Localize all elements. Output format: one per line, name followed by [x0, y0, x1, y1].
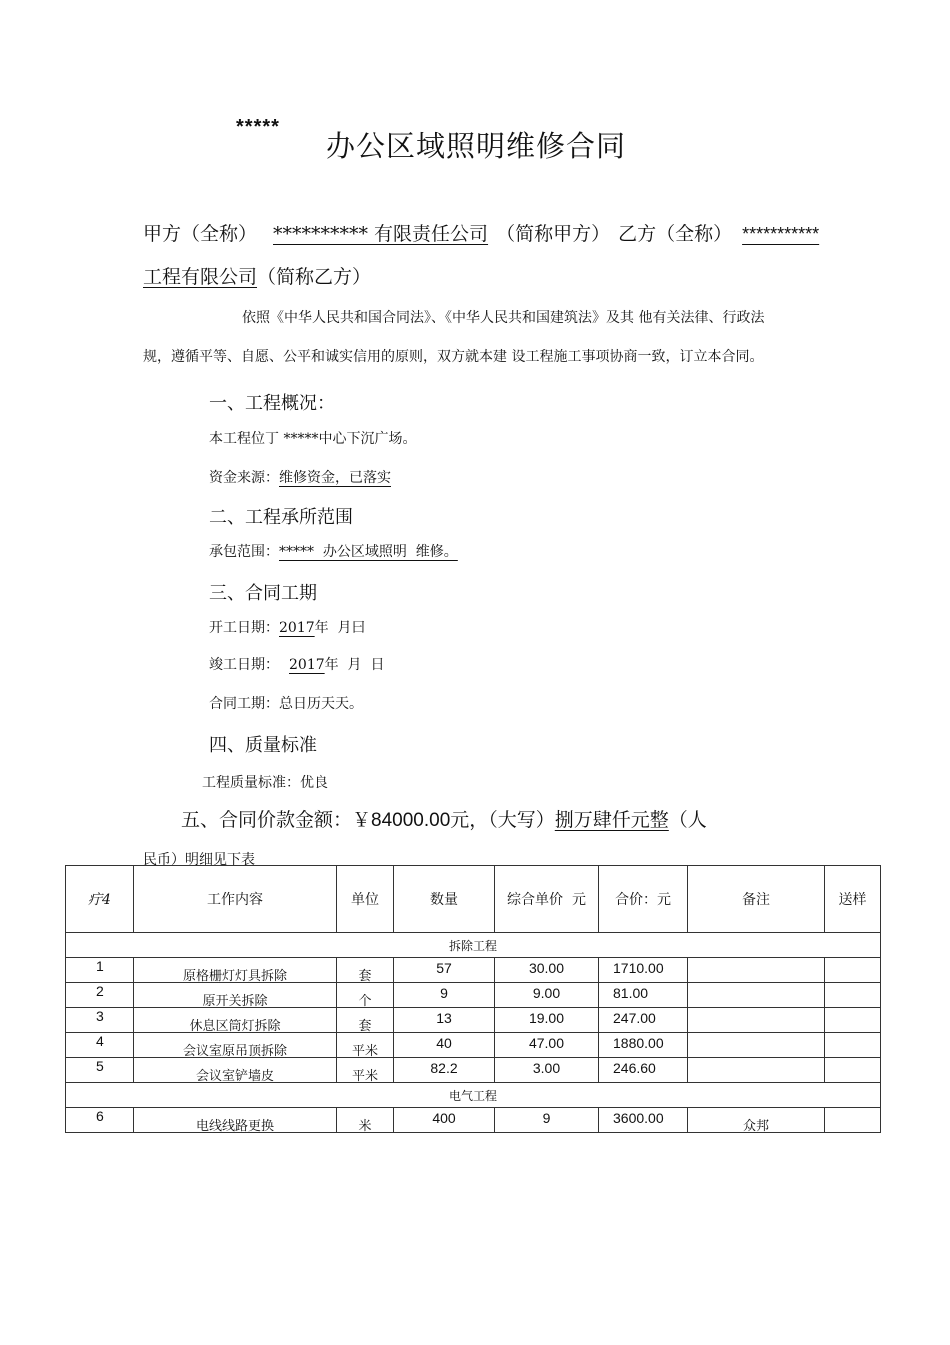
cell-note: 众邦 — [688, 1108, 825, 1133]
cell-no: 4 — [66, 1033, 134, 1058]
project-location: 本工程位丁 *****中心下沉广场。 — [209, 431, 417, 447]
cell-unit-price: 9.00 — [495, 983, 599, 1008]
contract-price-label: 五、合同价款金额： — [181, 809, 353, 831]
header-quantity: 数量 — [394, 866, 495, 933]
cell-sample — [825, 983, 881, 1008]
cell-quantity: 400 — [394, 1108, 495, 1133]
start-date-year: 2017 — [279, 620, 315, 636]
cell-content: 原开关拆除 — [134, 983, 337, 1008]
header-total: 合价：元 — [599, 866, 688, 933]
cell-unit: 个 — [337, 983, 394, 1008]
contract-price-words: 捌万肆仟元整 — [554, 809, 669, 831]
title-stars: ***** — [236, 116, 280, 138]
cell-content: 原格栅灯灯具拆除 — [134, 958, 337, 983]
cell-note — [688, 1058, 825, 1083]
party-a-label: 甲方（全称） — [143, 223, 258, 245]
cell-total: 3600.00 — [599, 1108, 688, 1133]
table-row — [66, 1108, 881, 1133]
contract-scope-value: ***** 办公区域照明 维修。 — [279, 544, 458, 560]
page-title: 办公区域照明维修合同 — [326, 129, 627, 163]
table-row — [66, 1008, 881, 1033]
cell-note — [688, 1033, 825, 1058]
header-content: 工作内容 — [134, 866, 337, 933]
cell-unit-price: 19.00 — [495, 1008, 599, 1033]
party-b-label: 乙方（全称） — [618, 223, 733, 245]
contract-scope — [209, 541, 458, 561]
cell-quantity: 40 — [394, 1033, 495, 1058]
cell-no: 3 — [66, 1008, 134, 1033]
cell-no: 2 — [66, 983, 134, 1008]
cell-note — [688, 958, 825, 983]
cell-no: 6 — [66, 1108, 134, 1133]
header-note: 备注 — [688, 866, 825, 933]
table-row — [66, 1058, 881, 1083]
fund-source — [209, 467, 391, 487]
party-a-short: （简称甲方） — [496, 223, 611, 245]
cell-unit: 套 — [337, 958, 394, 983]
table-section-row — [66, 933, 881, 958]
end-date — [209, 654, 384, 674]
cell-content: 休息区筒灯拆除 — [134, 1008, 337, 1033]
section-2-heading: 二、工程承所范围 — [209, 507, 353, 528]
contract-price-amount: ￥84000.00 — [352, 810, 451, 831]
cell-unit-price: 9 — [495, 1108, 599, 1133]
cell-quantity: 9 — [394, 983, 495, 1008]
section-5-line-2: 民币）明细见下表 — [143, 852, 255, 868]
cell-quantity: 13 — [394, 1008, 495, 1033]
contract-period: 合同工期：总日历天天。 — [209, 696, 363, 712]
fund-source-label: 资金来源： — [209, 470, 279, 486]
cell-sample — [825, 958, 881, 983]
cell-total: 246.60 — [599, 1058, 688, 1083]
header-no: 疔4 — [66, 866, 134, 933]
items-table — [65, 865, 881, 1133]
section-5-heading — [181, 805, 707, 832]
section-title-demolition: 拆除工程 — [66, 933, 881, 958]
cell-content: 电线线路更换 — [134, 1108, 337, 1133]
party-b-name-part2: 工程有限公司 — [143, 266, 258, 288]
cell-unit: 套 — [337, 1008, 394, 1033]
fund-source-value: 维修资金，已落实 — [279, 470, 391, 486]
section-1-heading: 一、工程概况： — [209, 393, 335, 414]
cell-total: 247.00 — [599, 1008, 688, 1033]
cell-sample — [825, 1033, 881, 1058]
cell-note — [688, 1008, 825, 1033]
party-a-name: ********** 有限责任公司 — [273, 223, 489, 245]
parties-line-2 — [143, 262, 371, 289]
start-date-rest: 年 月曰 — [314, 620, 366, 636]
cell-unit: 米 — [337, 1108, 394, 1133]
table-row — [66, 958, 881, 983]
end-date-label: 竣工日期： — [209, 657, 279, 673]
contract-scope-label: 承包范围： — [209, 544, 279, 560]
section-3-heading: 三、合同工期 — [209, 583, 317, 604]
cell-unit: 平米 — [337, 1058, 394, 1083]
start-date-label: 开工日期： — [209, 620, 279, 636]
cell-sample — [825, 1108, 881, 1133]
cell-content: 会议室铲墙皮 — [134, 1058, 337, 1083]
cell-total: 1880.00 — [599, 1033, 688, 1058]
parties-line-1 — [143, 219, 819, 246]
contract-price-suffix: （人 — [668, 809, 707, 831]
cell-total: 81.00 — [599, 983, 688, 1008]
section-title-electrical: 电气工程 — [66, 1083, 881, 1108]
cell-no: 1 — [66, 958, 134, 983]
header-sample: 送样 — [825, 866, 881, 933]
cell-sample — [825, 1058, 881, 1083]
cell-note — [688, 983, 825, 1008]
header-unit: 单位 — [337, 866, 394, 933]
cell-total: 1710.00 — [599, 958, 688, 983]
party-b-short: （简称乙方） — [257, 266, 372, 288]
end-date-rest: 年 月 日 — [324, 657, 385, 673]
section-4-heading: 四、质量标准 — [209, 735, 317, 756]
quality-standard: 工程质量标准：优良 — [202, 775, 328, 791]
table-row — [66, 983, 881, 1008]
contract-price-mid: 元，（大写） — [450, 809, 555, 831]
start-date — [209, 617, 366, 637]
cell-no: 5 — [66, 1058, 134, 1083]
party-b-name-part1: *********** — [742, 224, 820, 244]
cell-quantity: 82.2 — [394, 1058, 495, 1083]
cell-sample — [825, 1008, 881, 1033]
table-row — [66, 1033, 881, 1058]
table-header-row — [66, 866, 881, 933]
preamble-line-2: 规，遵循平等、自愿、公平和诚实信用的原则，双方就本建 设工程施工事项协商一致，订立本合同。 — [143, 349, 764, 365]
cell-unit-price: 47.00 — [495, 1033, 599, 1058]
cell-unit: 平米 — [337, 1033, 394, 1058]
preamble-line-1: 依照《中华人民共和国合同法》、《中华人民共和国建筑法》及其 他有关法律、行政法 — [242, 310, 765, 326]
cell-content: 会议室原吊顶拆除 — [134, 1033, 337, 1058]
cell-unit-price: 30.00 — [495, 958, 599, 983]
header-unit-price: 综合单价 元 — [495, 866, 599, 933]
end-date-year: 2017 — [289, 657, 325, 673]
table-section-row — [66, 1083, 881, 1108]
cell-quantity: 57 — [394, 958, 495, 983]
cell-unit-price: 3.00 — [495, 1058, 599, 1083]
